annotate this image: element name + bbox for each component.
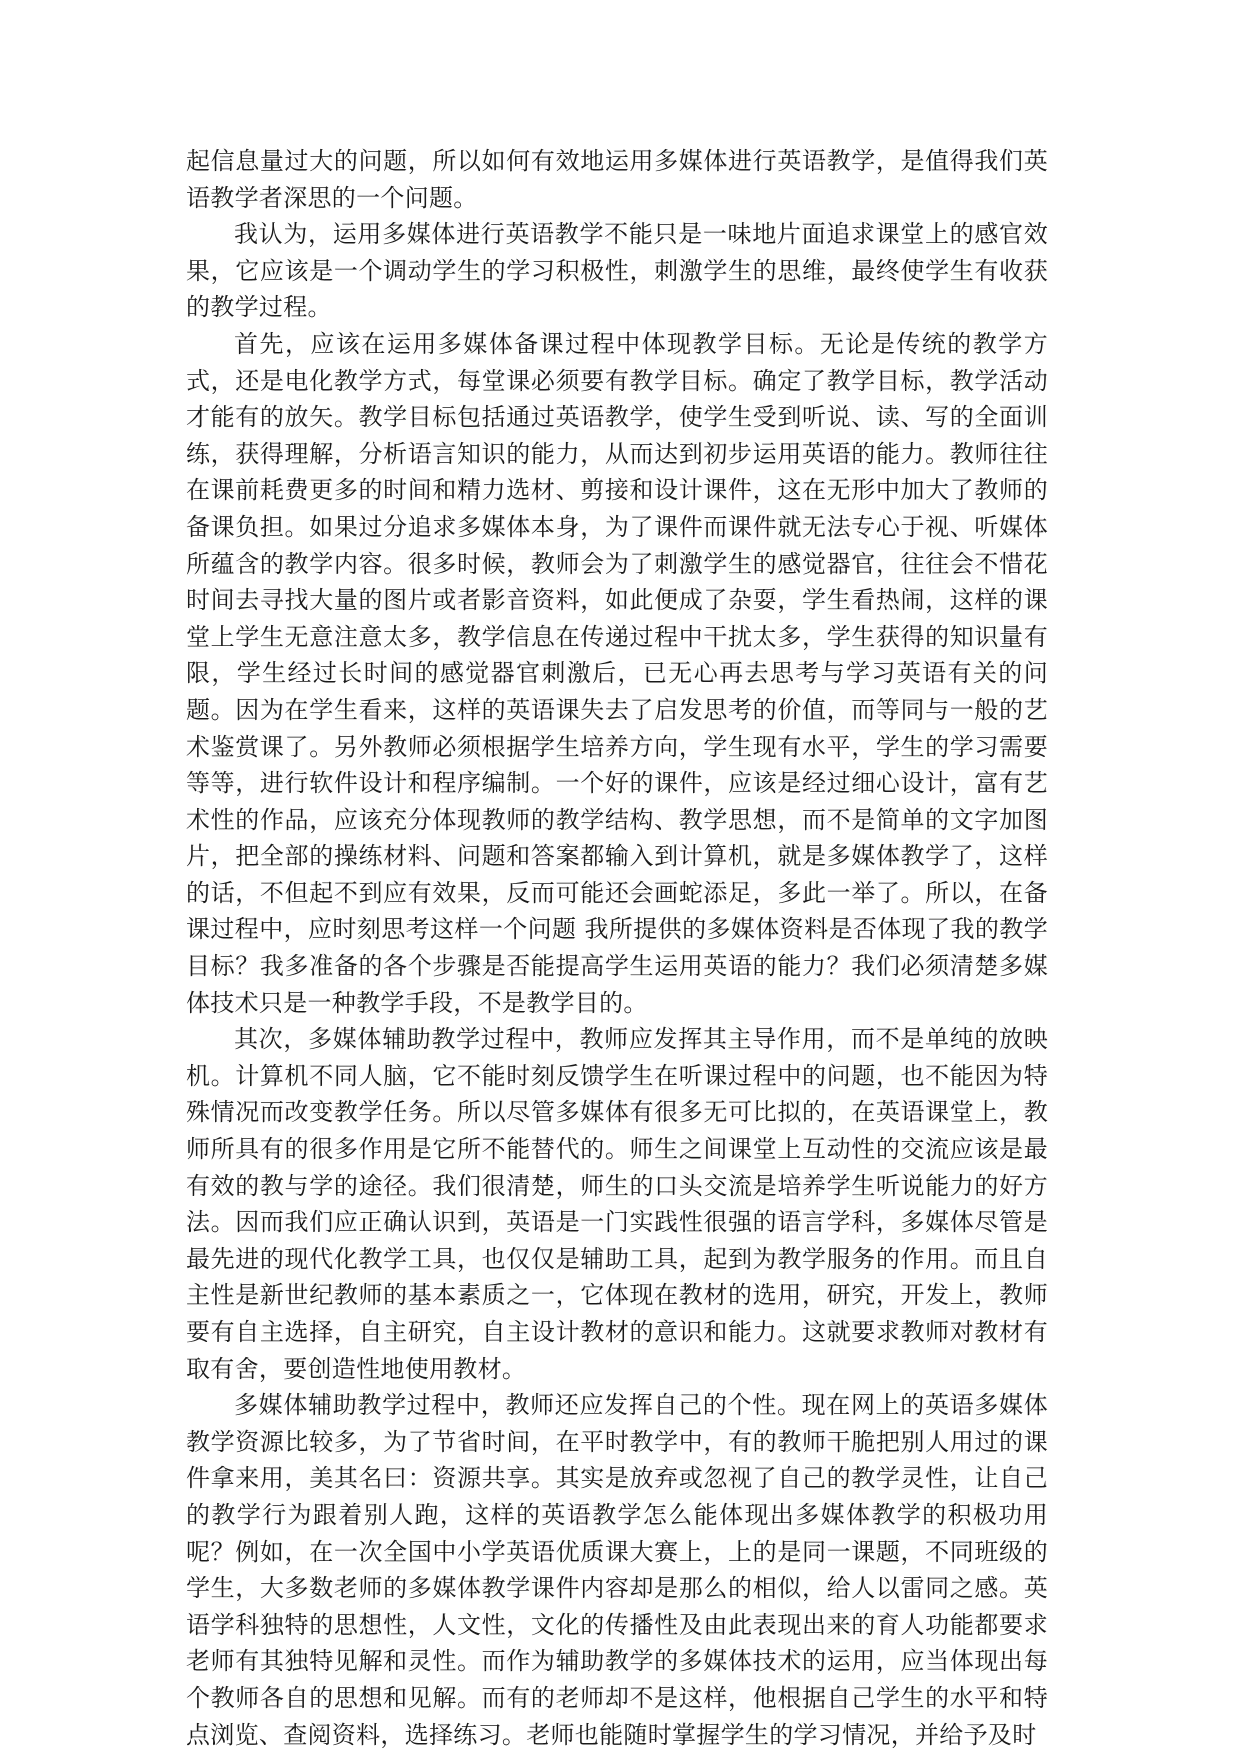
paragraph-1: 起信息量过大的问题，所以如何有效地运用多媒体进行英语教学，是值得我们英语教学者深思的一个问题。 <box>186 147 1048 212</box>
paragraph-5: 多媒体辅助教学过程中，教师还应发挥自己的个性。现在网上的英语多媒体教学资源比较多，为了节省时间，在平时教学中，有的教师干脆把别人用过的课件拿来用，美其名曰：资源共享。其实是放弃或忽视了自己的教学灵性，让自己的教学行为跟着别人跑，这样的英语教学怎么能体现出多媒体教学的积极功用呢？例如，在一次全国中小学英语优质课大赛上，上的是同一课题，不同班级的学生，大多数老师的多媒体教学课件内容却是那么的相似，给人以雷同之感。英语学科独特的思想性，人文性，文化的传播性及由此表现出来的育人功能都要求老师有其独特见解和灵性。而作为辅助教学的多媒体技术的运用，应当体现出每个教师各自的思想和见解。而有的老师却不是这样，他根据自己学生的水平和特点浏览、查阅资料，选择练习。老师也能随时掌握学生的学习情况，并给予及时 <box>186 1391 1048 1749</box>
paragraph-4: 其次，多媒体辅助教学过程中，教师应发挥其主导作用，而不是单纯的放映机。计算机不同人脑，它不能时刻反馈学生在听课过程中的问题，也不能因为特殊情况而改变教学任务。所以尽管多媒体有很多无可比拟的，在英语课堂上，教师所具有的很多作用是它所不能替代的。师生之间课堂上互动性的交流应该是最有效的教与学的途径。我们很清楚，师生的口头交流是培养学生听说能力的好方法。因而我们应正确认识到，英语是一门实践性很强的语言学科，多媒体尽管是最先进的现代化教学工具，也仅仅是辅助工具，起到为教学服务的作用。而且自主性是新世纪教师的基本素质之一，它体现在教材的选用，研究，开发上，教师要有自主选择，自主研究，自主设计教材的意识和能力。这就要求教师对教材有取有舍，要创造性地使用教材。 <box>186 1025 1048 1383</box>
paragraph-2: 我认为，运用多媒体进行英语教学不能只是一味地片面追求课堂上的感官效果，它应该是一个调动学生的学习积极性，刺激学生的思维，最终使学生有收获的教学过程。 <box>186 220 1048 322</box>
paragraph-3: 首先，应该在运用多媒体备课过程中体现教学目标。无论是传统的教学方式，还是电化教学方式，每堂课必须要有教学目标。确定了教学目标，教学活动才能有的放矢。教学目标包括通过英语教学，使学生受到听说、读、写的全面训练，获得理解，分析语言知识的能力，从而达到初步运用英语的能力。教师往往在课前耗费更多的时间和精力选材、剪接和设计课件，这在无形中加大了教师的备课负担。如果过分追求多媒体本身，为了课件而课件就无法专心于视、听媒体所蕴含的教学内容。很多时候，教师会为了刺激学生的感觉器官，往往会不惜花时间去寻找大量的图片或者影音资料，如此便成了杂耍，学生看热闹，这样的课堂上学生无意注意太多，教学信息在传递过程中干扰太多，学生获得的知识量有限，学生经过长时间的感觉器官刺激后，已无心再去思考与学习英语有关的问题。因为在学生看来，这样的英语课失去了启发思考的价值，而等同与一般的艺术鉴赏课了。另外教师必须根据学生培养方向，学生现有水平，学生的学习需要等等，进行软件设计和程序编制。一个好的课件，应该是经过细心设计，富有艺术性的作品，应该充分体现教师的教学结构、教学思想，而不是简单的文字加图片，把全部的操练材料、问题和答案都输入到计算机，就是多媒体教学了，这样的话，不但起不到应有效果，反而可能还会画蛇添足，多此一举了。所以，在备课过程中，应时刻思考这样一个问题 我所提供的多媒体资料是否体现了我的教学目标？我多准备的各个步骤是否能提高学生运用英语的能力？我们必须清楚多媒体技术只是一种教学手段，不是教学目的。 <box>186 329 1048 1017</box>
body-text <box>186 143 1048 1753</box>
